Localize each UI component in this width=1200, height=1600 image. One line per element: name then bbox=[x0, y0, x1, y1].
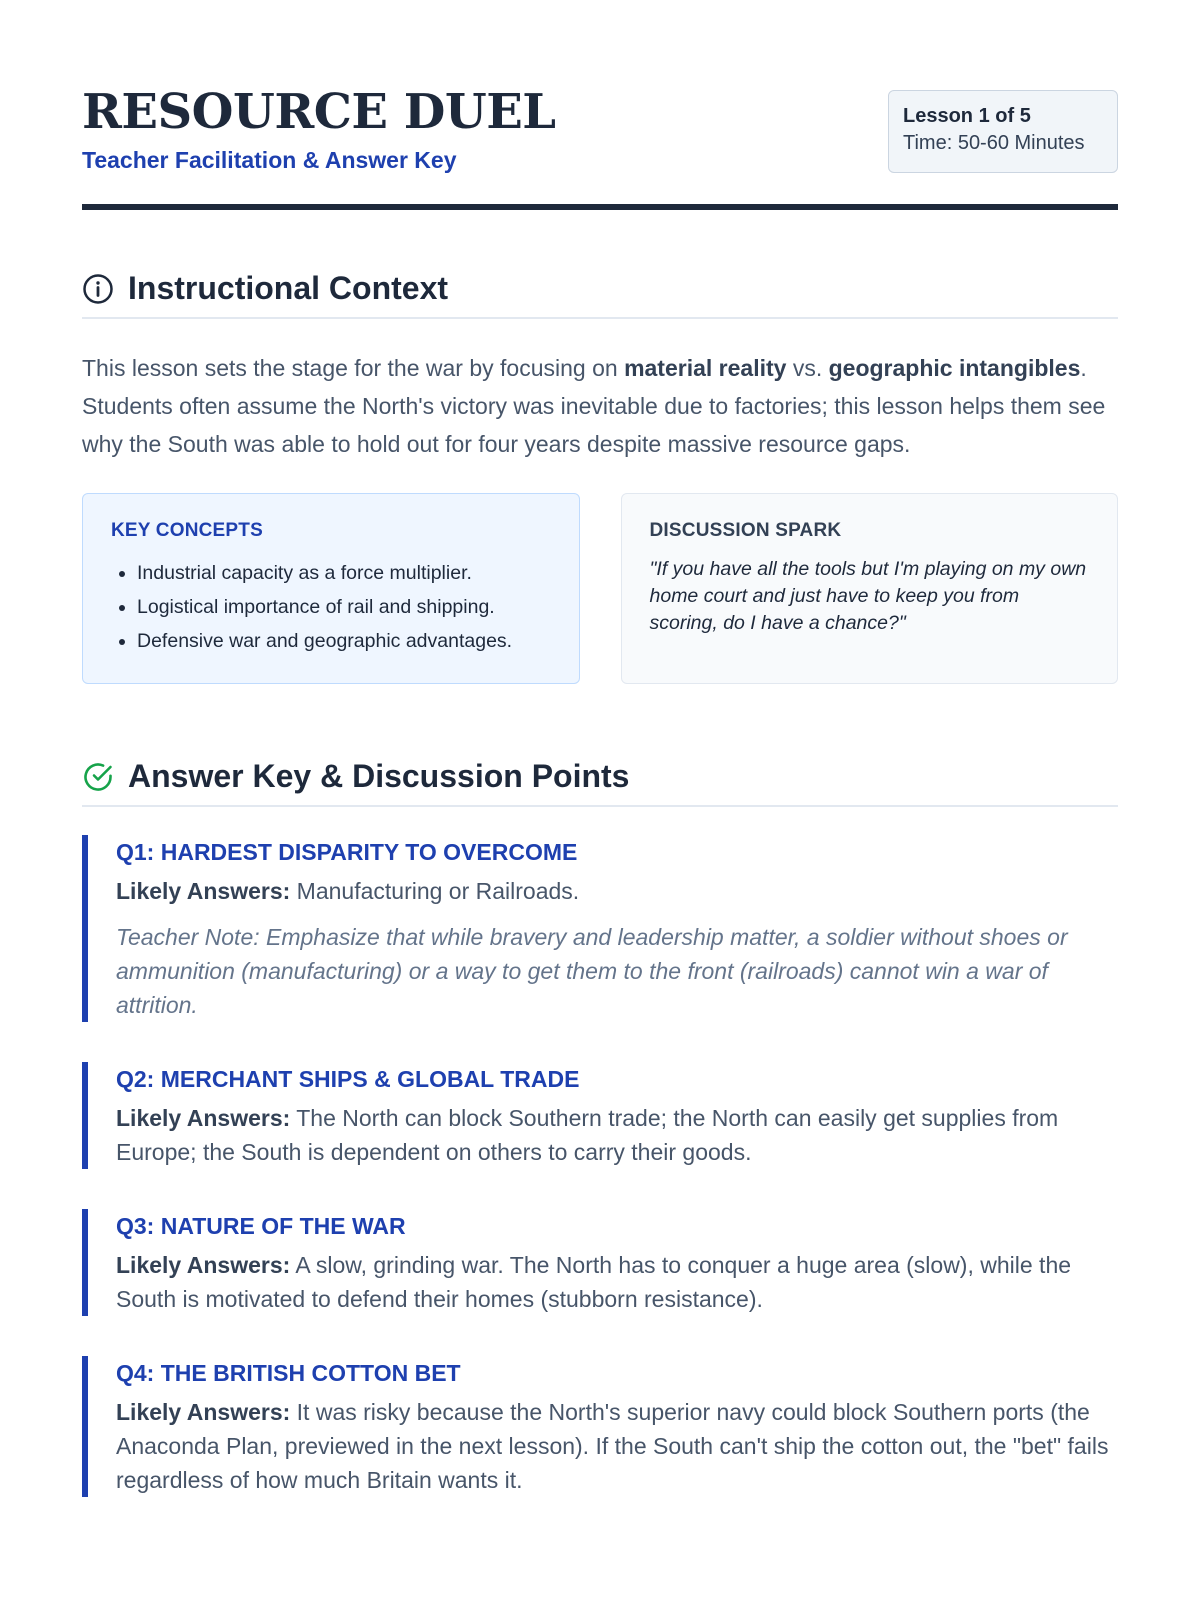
answer-text: The North can block Southern trade; the North can easily get supplies from Europe; the South is dependent on others to carry their goods. bbox=[116, 1105, 1059, 1165]
section-heading: Instructional Context bbox=[128, 270, 449, 306]
likely-answer bbox=[116, 1395, 1118, 1497]
page-title: RESOURCE DUEL bbox=[82, 84, 556, 140]
likely-answer bbox=[116, 1101, 1118, 1169]
context-paragraph bbox=[82, 349, 1118, 463]
section-instructional-context bbox=[82, 270, 1118, 319]
info-cards bbox=[82, 493, 1118, 684]
teacher-note: Teacher Note: Emphasize that while bravery and leadership matter, a soldier without shoes or ammunition (manufacturing) or a way to get them to the front (railroads) cannot win a war of attrition. bbox=[116, 924, 1068, 1018]
discussion-spark-quote: "If you have all the tools but I'm playing on my own home court and just have to keep you from scoring, do I have a chance?" bbox=[649, 558, 1087, 634]
likely-answer bbox=[116, 1248, 1118, 1316]
question-title: Q1: HARDEST DISPARITY TO OVERCOME bbox=[116, 839, 578, 865]
info-icon bbox=[82, 273, 114, 305]
question-block-q1 bbox=[82, 835, 1118, 1022]
key-concepts-list bbox=[111, 556, 551, 658]
question-block-q4 bbox=[82, 1356, 1118, 1497]
check-circle-icon bbox=[82, 761, 114, 793]
context-bold: geographic intangibles bbox=[828, 355, 1081, 381]
lesson-info-box bbox=[888, 90, 1118, 173]
question-title: Q4: THE BRITISH COTTON BET bbox=[116, 1360, 461, 1386]
question-block-q2 bbox=[82, 1062, 1118, 1169]
question-title: Q2: MERCHANT SHIPS & GLOBAL TRADE bbox=[116, 1066, 580, 1092]
answer-label: Likely Answers: bbox=[116, 1105, 291, 1131]
context-bold: material reality bbox=[624, 355, 787, 381]
answer-text: It was risky because the North's superior navy could block Southern ports (the Anaconda Plan, previewed in the next lesson). If the South can't ship the cotton out, the "bet" fails regardless of how much Britain wants it. bbox=[116, 1399, 1109, 1493]
answer-text: A slow, grinding war. The North has to conquer a huge area (slow), while the South is motivated to defend their homes (stubborn resistance). bbox=[116, 1252, 1072, 1312]
key-concepts-card bbox=[82, 493, 580, 684]
key-concepts-title: KEY CONCEPTS bbox=[111, 520, 263, 541]
section-heading: Answer Key & Discussion Points bbox=[128, 758, 630, 794]
list-item: • Defensive war and geographic advantages. bbox=[137, 624, 551, 658]
context-text: vs. bbox=[786, 355, 829, 381]
discussion-spark-card bbox=[621, 493, 1119, 684]
section-answer-key bbox=[82, 758, 1118, 807]
answer-label: Likely Answers: bbox=[116, 1252, 291, 1278]
answer-label: Likely Answers: bbox=[116, 1399, 291, 1425]
lesson-time: Time: 50-60 Minutes bbox=[903, 132, 1085, 154]
answer-text: Manufacturing or Railroads. bbox=[290, 878, 580, 904]
question-block-q3 bbox=[82, 1209, 1118, 1316]
page-header bbox=[82, 86, 1118, 210]
question-title: Q3: NATURE OF THE WAR bbox=[116, 1213, 406, 1239]
list-item: • Industrial capacity as a force multiplier. bbox=[137, 556, 551, 590]
list-item: • Logistical importance of rail and shipping. bbox=[137, 590, 551, 624]
page-subtitle: Teacher Facilitation & Answer Key bbox=[82, 146, 457, 173]
lesson-number: Lesson 1 of 5 bbox=[903, 105, 1031, 127]
context-text: This lesson sets the stage for the war by focusing on bbox=[82, 355, 625, 381]
discussion-spark-title: DISCUSSION SPARK bbox=[649, 520, 842, 541]
likely-answer bbox=[116, 874, 1118, 908]
context-text: . Students often assume the North's victory was inevitable due to factories; this lesson helps them see why the South was able to hold out for four years despite massive resource gaps. bbox=[82, 355, 1106, 457]
answer-label: Likely Answers: bbox=[116, 878, 291, 904]
